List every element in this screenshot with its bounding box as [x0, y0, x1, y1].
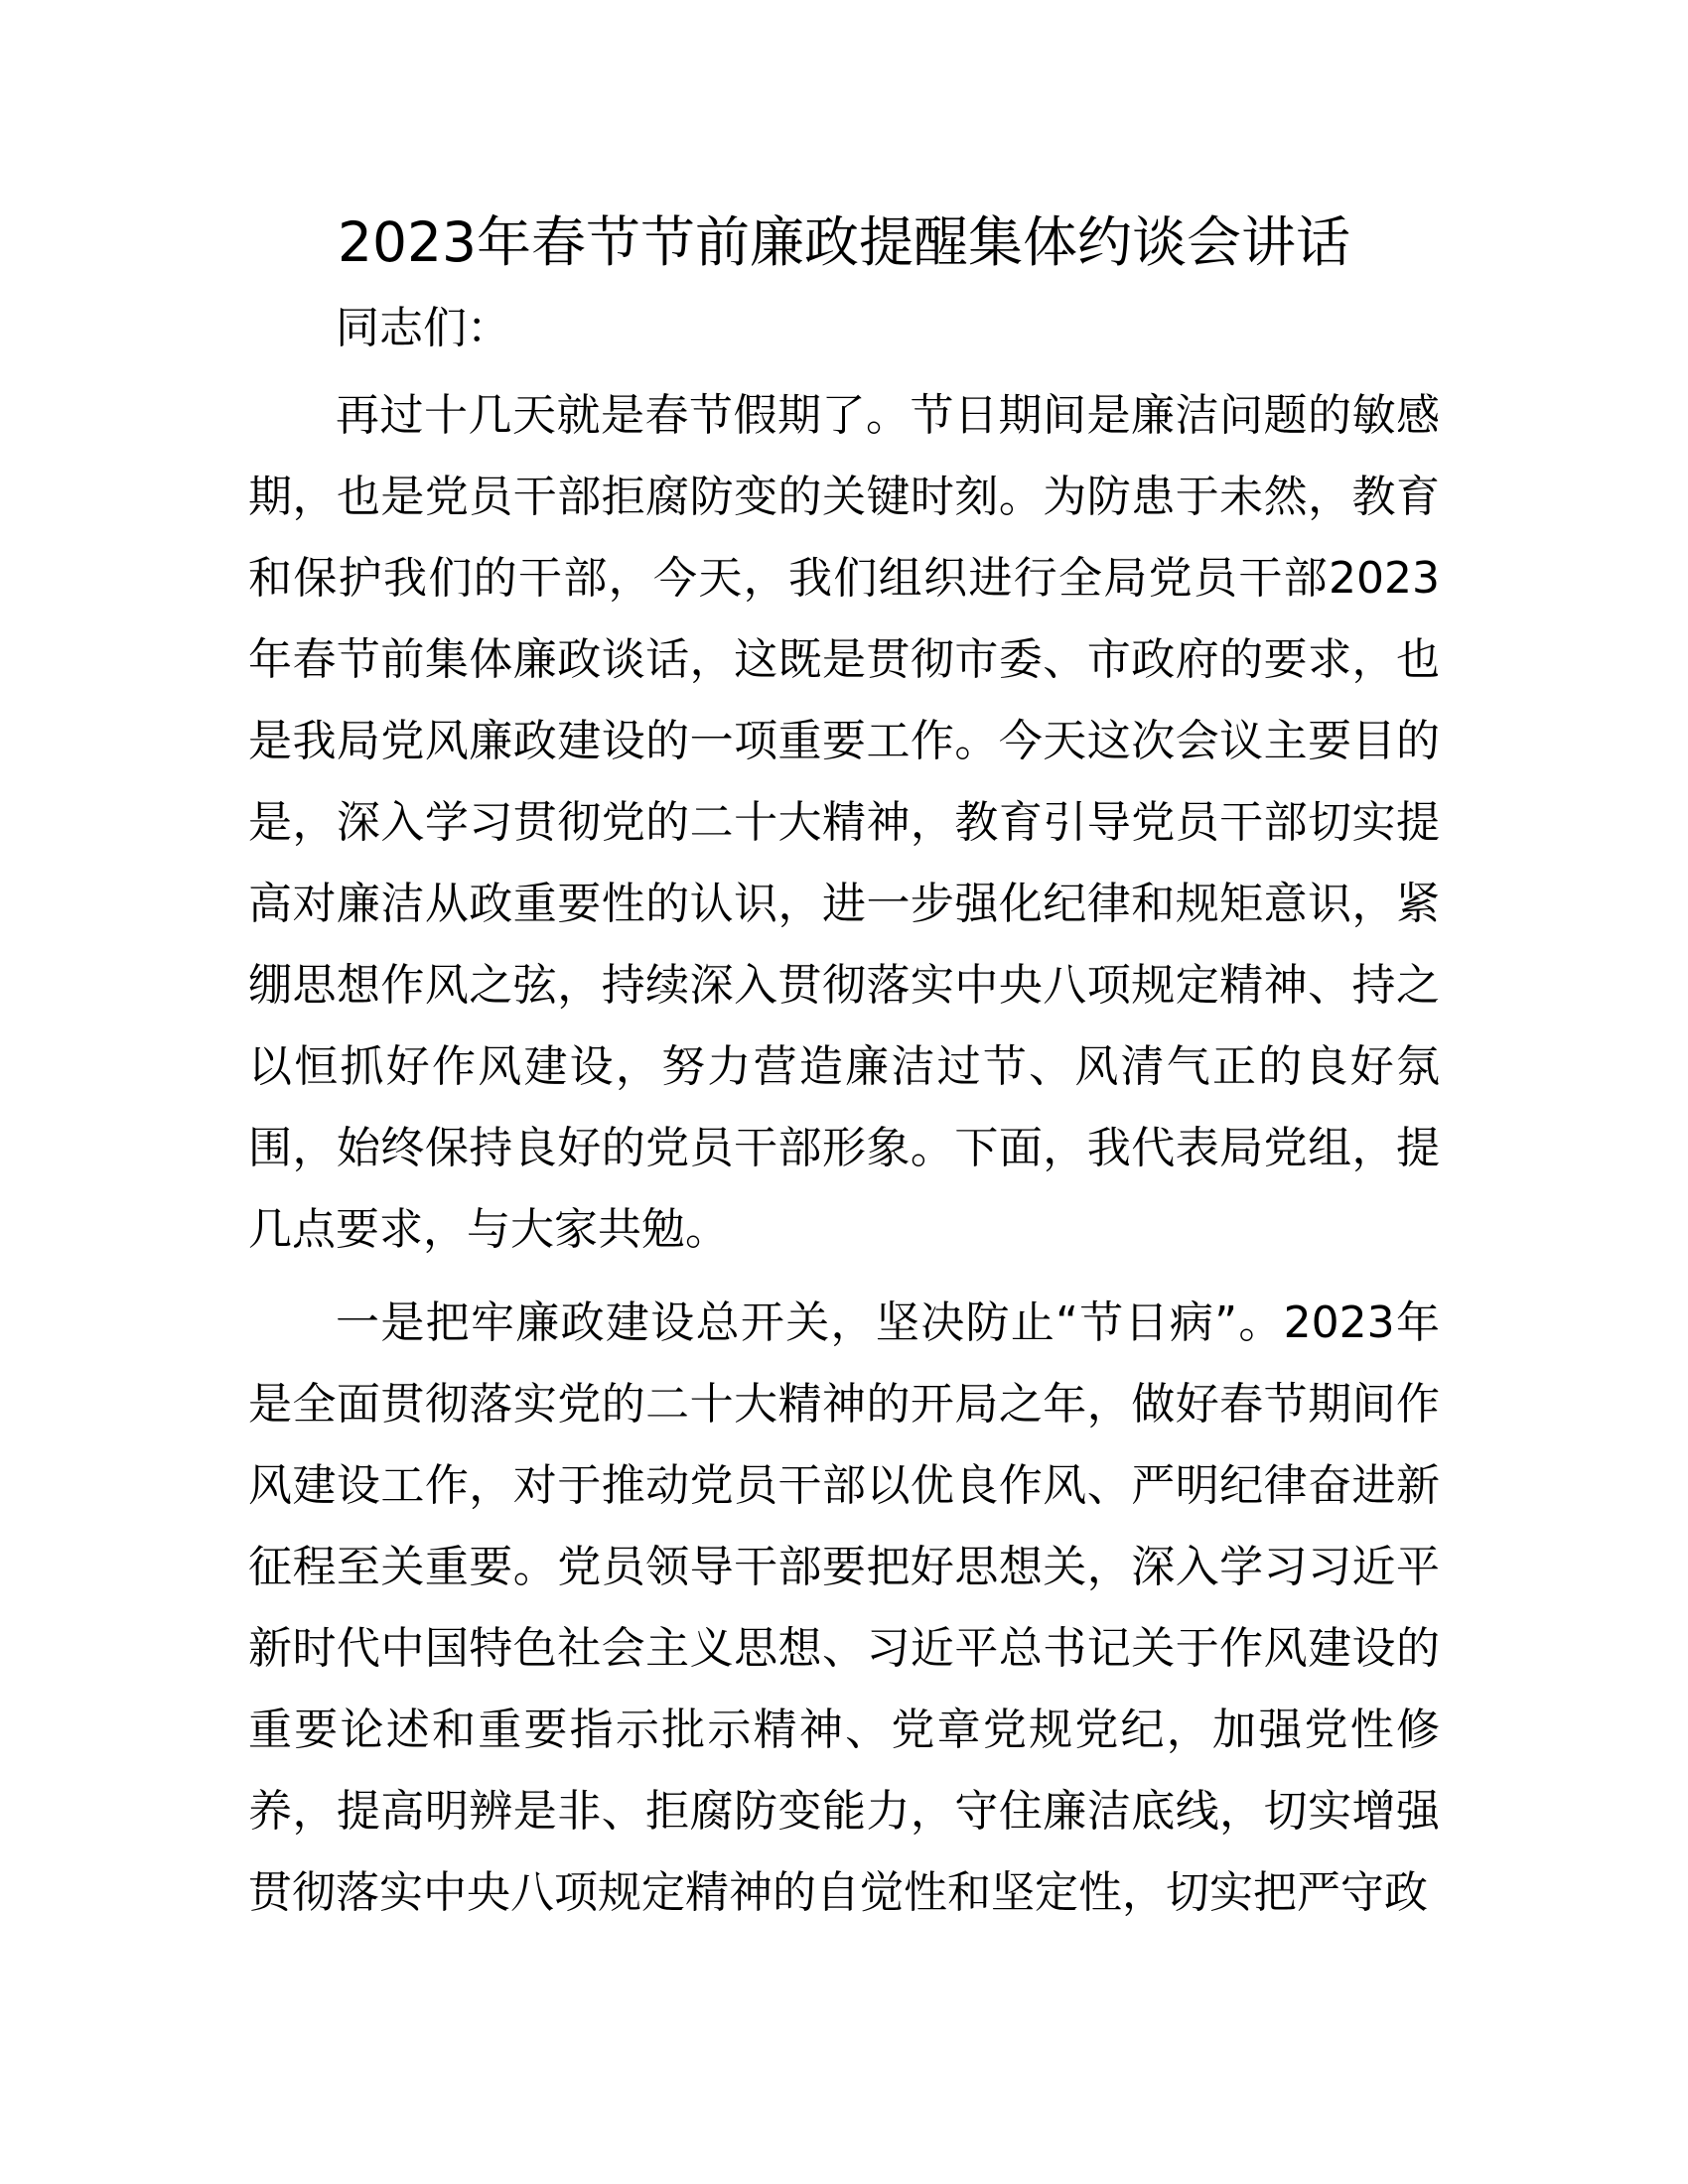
- paragraph-intro: 再过十几天就是春节假期了。节日期间是廉洁问题的敏感期，也是党员干部拒腐防变的关键时刻。为防患于未然，教育和保护我们的干部，今天，我们组织进行全局党员干部2023年春节前集体廉政谈话，这既是贯彻市委、市政府的要求，也是我局党风廉政建设的一项重要工作。今天这次会议主要目的是，深入学习贯彻党的二十大精神，教育引导党员干部切实提高对廉洁从政重要性的认识，进一步强化纪律和规矩意识，紧绷思想作风之弦，持续深入贯彻落实中央八项规定精神、持之以恒抓好作风建设，努力营造廉洁过节、风清气正的良好氛围，始终保持良好的党员干部形象。下面，我代表局党组，提几点要求，与大家共勉。: [248, 390, 1440, 1255]
- salutation: 同志们：: [336, 303, 510, 353]
- paragraph-point-one: 一是把牢廉政建设总开关，坚决防止“节日病”。2023年是全面贯彻落实党的二十大精神的开局之年，做好春节期间作风建设工作，对于推动党员干部以优良作风、严明纪律奋进新征程至关重要。党员领导干部要把好思想关，深入学习习近平新时代中国特色社会主义思想、习近平总书记关于作风建设的重要论述和重要指示批示精神、党章党规党纪，加强党性修养，提高明辨是非、拒腐防变能力，守住廉洁底线，切实增强贯彻落实中央八项规定精神的自觉性和坚定性，切实把严守政: [248, 1297, 1440, 1918]
- document-title: 2023年春节节前廉政提醒集体约谈会讲话: [338, 210, 1350, 274]
- document-page: [248, 199, 1440, 1934]
